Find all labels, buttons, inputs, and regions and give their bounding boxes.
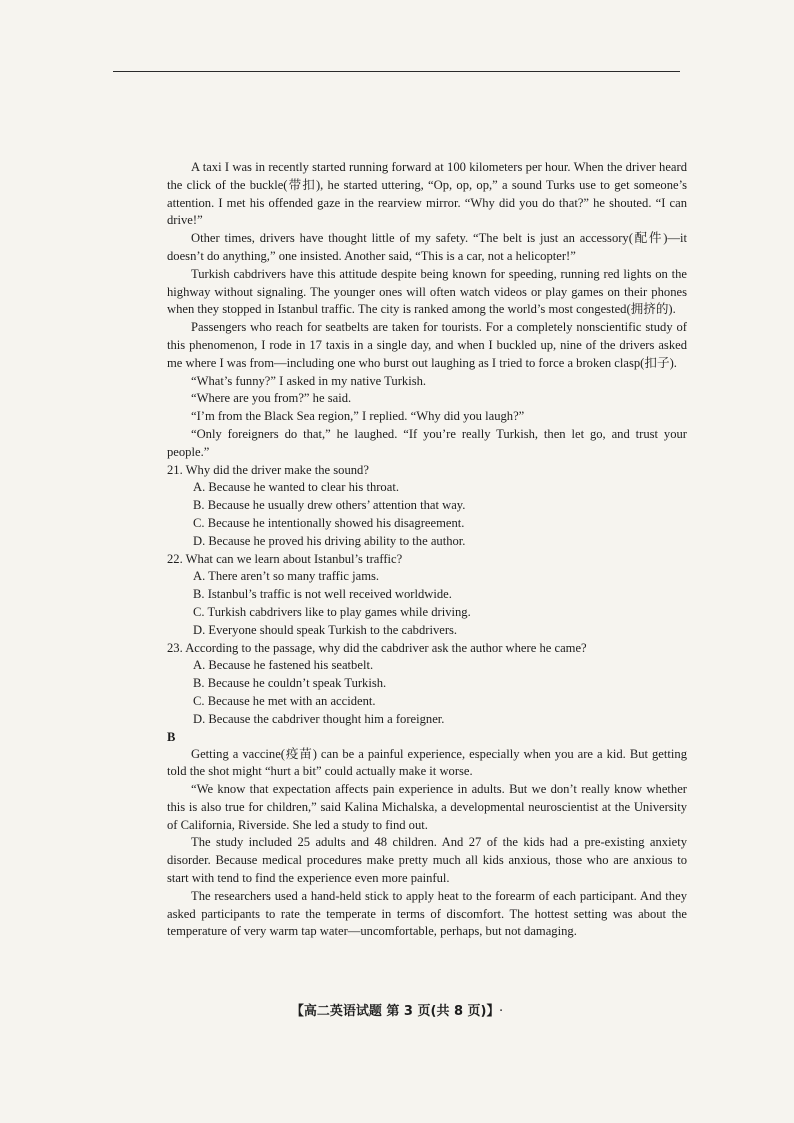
option-a: A. Because he wanted to clear his throat. [193,480,399,495]
passage-b-paragraph: “We know that expectation affects pain experience in adults. But we don’t really know whether this is also true for children,” said Kalina Michalska, a developmental neuroscientist at the University of California, Riverside. She led a study to find out. [167,782,687,832]
option-d: D. Because the cabdriver thought him a foreigner. [193,711,445,726]
section-label-b: B [167,729,176,744]
question-21 [167,462,687,551]
option-d: D. Everyone should speak Turkish to the cabdrivers. [193,622,458,637]
passage-b-paragraph: Getting a vaccine(疫苗) can be a painful experience, especially when you are a kid. But getting told the shot might “hurt a bit” could actually make it worse. [167,746,687,779]
option-a: A. Because he fastened his seatbelt. [193,658,374,673]
option-d: D. Because he proved his driving ability to the author. [193,533,466,548]
option-list [167,479,687,550]
question-stem: 21. Why did the driver make the sound? [167,462,369,477]
page-content [167,159,687,941]
dialogue-line: “What’s funny?” I asked in my native Turkish. [191,373,427,388]
option-b: B. Because he usually drew others’ attention that way. [193,498,466,513]
passage-a-paragraph: Turkish cabdrivers have this attitude despite being known for speeding, running red lights on the highway without signaling. The younger ones will often watch videos or play games on their phones when they stopped in Istanbul traffic. The city is ranked among the world’s most congested(拥挤的). [167,266,687,317]
option-c: C. Turkish cabdrivers like to play games while driving. [193,604,471,619]
dialogue-line: “I’m from the Black Sea region,” I replied. “Why did you laugh?” [191,409,525,424]
option-b: B. Because he couldn’t speak Turkish. [193,676,387,691]
passage-a-paragraph: Passengers who reach for seatbelts are taken for tourists. For a completely nonscientific study of this phenomenon, I rode in 17 taxis in a single day, and when I buckled up, nine of the drivers asked me where I was from—including one who burst out laughing as I tried to force a broken clasp(扣子). [167,320,687,370]
question-stem: 22. What can we learn about Istanbul’s traffic? [167,551,403,566]
passage-b-paragraph: The study included 25 adults and 48 children. And 27 of the kids had a pre-existing anxiety disorder. Because medical procedures make pretty much all kids anxious, those who are anxious to start with tend to find the experience even more painful. [167,835,687,886]
header-rule [113,71,680,72]
footer-text: 【高二英语试题 第 3 页(共 8 页)】 [290,1004,493,1019]
passage-a-paragraph: A taxi I was in recently started running forward at 100 kilometers per hour. When the driver heard the click of the buckle(带扣), he started uttering, “Op, op, op,” a sound Turks use to get someone’s attention. I met his offended gaze in the rearview mirror. “Why did you do that?” he shouted. “I can drive!” [167,160,687,228]
passage-a-paragraph: Other times, drivers have thought little of my safety. “The belt is just an accessory(配件)—it doesn’t do anything,” one insisted. Another said, “This is a car, not a helicopter!” [167,231,687,263]
option-a: A. There aren’t so many traffic jams. [193,569,380,584]
footer-mark: · [498,1004,504,1019]
dialogue-line: “Where are you from?” he said. [191,391,352,406]
passage-a-closing: “Only foreigners do that,” he laughed. “If you’re really Turkish, then let go, and trust your people.” [167,426,687,459]
page-footer [0,1000,794,1019]
option-c: C. Because he met with an accident. [193,693,376,708]
question-23 [167,640,687,729]
question-stem: 23. According to the passage, why did the cabdriver ask the author where he came? [167,640,587,655]
question-22 [167,551,687,640]
option-b: B. Istanbul’s traffic is not well received worldwide. [193,587,452,602]
option-c: C. Because he intentionally showed his disagreement. [193,515,465,530]
option-list [167,568,687,639]
option-list [167,657,687,728]
passage-b-paragraph: The researchers used a hand-held stick to apply heat to the forearm of each participant. And they asked participants to rate the temperate in terms of discomfort. The hottest setting was about the temperature of very warm tap water—uncomfortable, perhaps, but not damaging. [167,888,687,939]
